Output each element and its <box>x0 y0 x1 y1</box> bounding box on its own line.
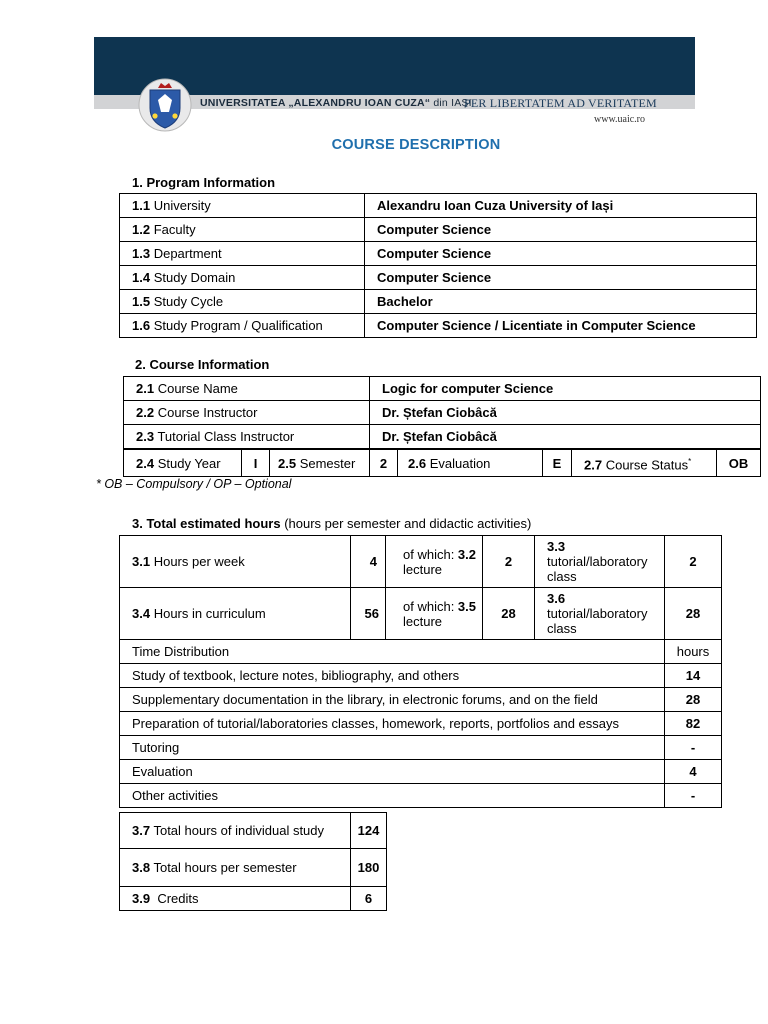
row-value: Computer Science / Licentiate in Computer Science <box>365 314 757 338</box>
status-footnote: * OB – Compulsory / OP – Optional <box>96 477 292 491</box>
lecture-week-value: 2 <box>483 536 535 588</box>
section-3-heading-bold: 3. Total estimated hours <box>132 516 281 531</box>
table-row <box>120 588 722 640</box>
hours-curriculum-label: 3.4 Hours in curriculum <box>120 588 351 640</box>
course-status-table <box>123 449 761 477</box>
table-row <box>120 688 722 712</box>
activity-label: Preparation of tutorial/laboratories classes, homework, reports, portfolios and essays <box>120 712 665 736</box>
tutorial-week-value: 2 <box>665 536 722 588</box>
row-value: Logic for computer Science <box>370 377 761 401</box>
university-name-text: UNIVERSITATEA „ALEXANDRU IOAN CUZA“ <box>200 97 431 109</box>
total-individual-value: 124 <box>351 813 387 849</box>
credits-value: 6 <box>351 887 387 911</box>
table-row <box>120 218 757 242</box>
program-info-table <box>119 193 757 338</box>
university-url[interactable]: www.uaic.ro <box>594 114 646 125</box>
row-value: Dr. Ștefan Ciobâcă <box>370 425 761 449</box>
table-row <box>120 536 722 588</box>
lecture-week-label: of which: 3.2 lecture <box>386 536 483 588</box>
table-row <box>120 849 387 887</box>
row-label: 1.5 Study Cycle <box>120 290 365 314</box>
course-info-table <box>123 376 761 449</box>
totals-table <box>119 812 387 911</box>
row-value: Computer Science <box>365 218 757 242</box>
semester-value: 2 <box>370 450 398 477</box>
row-value: Bachelor <box>365 290 757 314</box>
table-row <box>120 194 757 218</box>
tutorial-curriculum-value: 28 <box>665 588 722 640</box>
study-year-value: I <box>242 450 270 477</box>
section-1-heading <box>132 175 275 190</box>
table-row <box>124 401 761 425</box>
row-value: Dr. Ștefan Ciobâcă <box>370 401 761 425</box>
section-2-heading <box>135 357 269 372</box>
activity-value: 14 <box>665 664 722 688</box>
hours-curriculum-value: 56 <box>351 588 386 640</box>
row-label: 1.6 Study Program / Qualification <box>120 314 365 338</box>
row-label: 1.1 University <box>120 194 365 218</box>
activity-value: - <box>665 736 722 760</box>
row-label: 2.1 Course Name <box>124 377 370 401</box>
total-semester-value: 180 <box>351 849 387 887</box>
hours-per-week-label: 3.1 Hours per week <box>120 536 351 588</box>
row-value: Computer Science <box>365 242 757 266</box>
tutorial-curriculum-label: 3.6 tutorial/laboratory class <box>535 588 665 640</box>
study-year-label: 2.4 Study Year <box>124 450 242 477</box>
row-value: Computer Science <box>365 266 757 290</box>
table-row <box>120 712 722 736</box>
activity-label: Supplementary documentation in the library, in electronic forums, and on the field <box>120 688 665 712</box>
time-distribution-unit: hours <box>665 640 722 664</box>
table-row <box>120 887 387 911</box>
tutorial-week-label: 3.3 tutorial/laboratory class <box>535 536 665 588</box>
activity-label: Other activities <box>120 784 665 808</box>
row-label: 1.2 Faculty <box>120 218 365 242</box>
table-row <box>124 377 761 401</box>
total-individual-label: 3.7 Total hours of individual study <box>120 813 351 849</box>
table-row <box>120 784 722 808</box>
activity-value: 28 <box>665 688 722 712</box>
hours-table <box>119 535 722 808</box>
row-label: 2.3 Tutorial Class Instructor <box>124 425 370 449</box>
evaluation-value: E <box>543 450 572 477</box>
activity-label: Evaluation <box>120 760 665 784</box>
time-distribution-label: Time Distribution <box>120 640 665 664</box>
section-3-heading <box>132 516 531 531</box>
lecture-curriculum-label: of which: 3.5 lecture <box>386 588 483 640</box>
total-semester-label: 3.8 Total hours per semester <box>120 849 351 887</box>
table-row <box>124 450 761 477</box>
row-value: Alexandru Ioan Cuza University of Iași <box>365 194 757 218</box>
activity-label: Study of textbook, lecture notes, bibliography, and others <box>120 664 665 688</box>
course-status-value: OB <box>717 450 761 477</box>
section-3-heading-rest: (hours per semester and didactic activities) <box>280 516 532 531</box>
table-row <box>120 813 387 849</box>
table-row <box>124 425 761 449</box>
table-row <box>120 760 722 784</box>
activity-value: 4 <box>665 760 722 784</box>
row-label: 1.3 Department <box>120 242 365 266</box>
university-name <box>200 97 472 109</box>
semester-label: 2.5 Semester <box>270 450 370 477</box>
table-row <box>120 314 757 338</box>
hours-per-week-value: 4 <box>351 536 386 588</box>
row-label: 2.2 Course Instructor <box>124 401 370 425</box>
activity-label: Tutoring <box>120 736 665 760</box>
section-2-heading-text: 2. Course Information <box>135 357 270 372</box>
course-status-label: 2.7 Course Status* <box>572 450 717 477</box>
table-row <box>120 266 757 290</box>
table-row <box>120 640 722 664</box>
activity-value: 82 <box>665 712 722 736</box>
university-motto: PER LIBERTATEM AD VERITATEM <box>464 96 657 110</box>
university-crest-icon <box>138 78 192 132</box>
activity-value: - <box>665 784 722 808</box>
lecture-curriculum-value: 28 <box>483 588 535 640</box>
section-1-heading-text: 1. Program Information <box>132 175 276 190</box>
row-label: 1.4 Study Domain <box>120 266 365 290</box>
table-row <box>120 242 757 266</box>
evaluation-label: 2.6 Evaluation <box>398 450 543 477</box>
university-city: din IAȘI <box>433 97 472 109</box>
table-row <box>120 290 757 314</box>
table-row <box>120 664 722 688</box>
table-row <box>120 736 722 760</box>
page-title: COURSE DESCRIPTION <box>331 137 501 153</box>
credits-label: 3.9 Credits <box>120 887 351 911</box>
